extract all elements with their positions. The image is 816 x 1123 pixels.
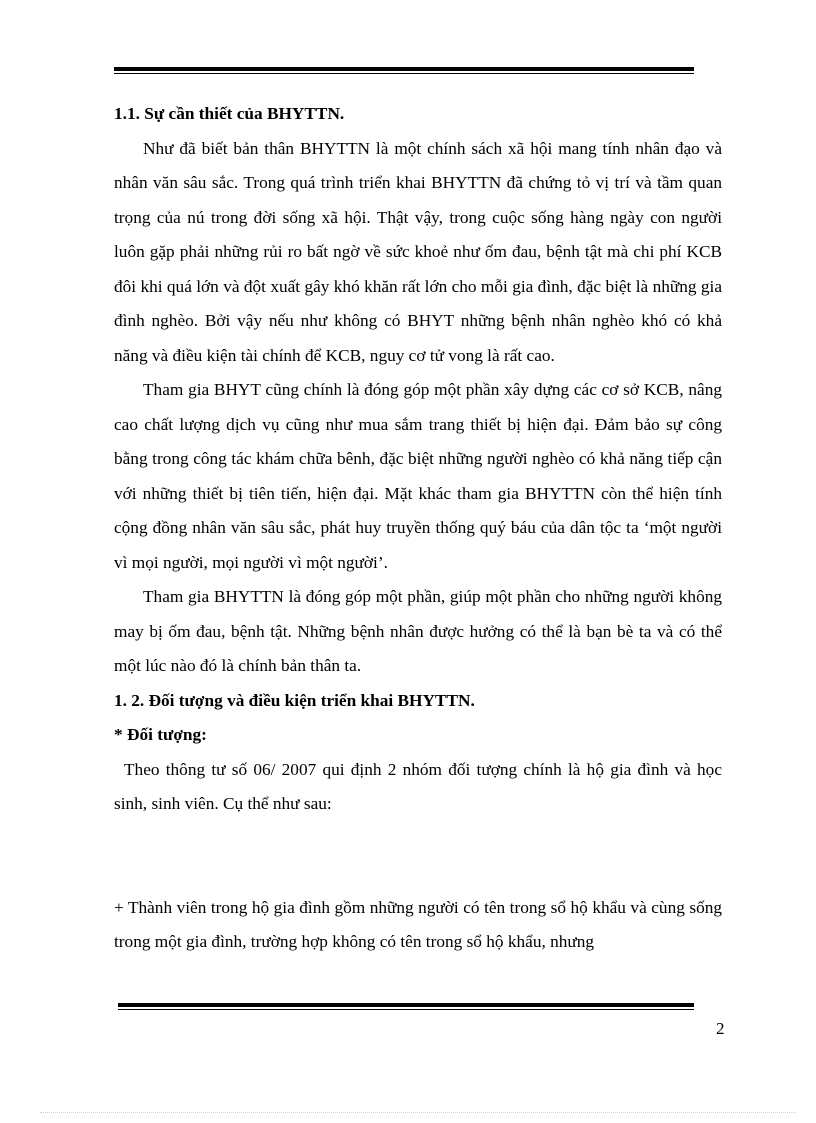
page-number: 2 <box>716 1019 725 1038</box>
blank-space <box>114 822 722 891</box>
subheading-subjects: * Đối tượng: <box>114 725 207 744</box>
page-edge-dotted-line <box>40 1112 796 1113</box>
paragraph-subject-groups: Theo thông tư số 06/ 2007 qui định 2 nhóm đối tượng chính là hộ gia đình và học sinh, sinh viên. Cụ thể như sau: <box>114 759 722 813</box>
section-heading-1-2: 1. 2. Đối tượng và điều kiện triển khai BHYTTN. <box>114 690 475 710</box>
section-heading-1-1: 1.1. Sự cần thiết của BHYTTN. <box>114 104 345 123</box>
paragraph-solidarity: Tham gia BHYTTN là đóng góp một phần, giúp một phần cho những người không may bị ốm đau, bệnh tật. Những bệnh nhân được hưởng có thể là bạn bè ta và có thể một lúc nào đó là chính bản thân ta. <box>114 587 722 675</box>
paragraph-participation-benefits: Tham gia BHYT cũng chính là đóng góp một phần xây dựng các cơ sở KCB, nâng cao chất lượng dịch vụ cũng như mua sắm trang thiết bị hiện đại. Đảm bảo sự công bằng trong công tác khám chữa bênh, đặc biệt những người nghèo có khả năng tiếp cận với những thiết bị tiên tiến, hiện đại. Mặt khác tham gia BHYTTN còn thể hiện tính cộng đồng nhân văn sâu sắc, phát huy truyền thống quý báu của dân tộc ta ‘một người vì mọi người, mọi người vì một người’. <box>114 380 722 572</box>
header-rule <box>114 67 694 74</box>
paragraph-household-members: + Thành viên trong hộ gia đình gồm những người có tên trong sổ hộ khẩu và cùng sống trong một gia đình, trường hợp không có tên trong sổ hộ khẩu, nhưng <box>114 897 722 951</box>
document-body <box>114 97 722 960</box>
footer-rule <box>118 1003 694 1010</box>
paragraph-necessity-intro: Như đã biết bản thân BHYTTN là một chính sách xã hội mang tính nhân đạo và nhân văn sâu sắc. Trong quá trình triển khai BHYTTN đã chứng tỏ vị trí và tầm quan trọng của nú trong đời sống xã hội. Thật vậy, trong cuộc sống hàng ngày con người luôn gặp phải những rủi ro bất ngờ về sức khoẻ như ốm đau, bệnh tật mà chi phí KCB đôi khi quá lớn và đột xuất gây khó khăn rất lớn cho mỗi gia đình, đặc biệt là những gia đình nghèo. Bởi vậy nếu như không có BHYT những bệnh nhân nghèo khó có khả năng và điều kiện tài chính để KCB, nguy cơ tử vong là rất cao. <box>114 138 722 365</box>
